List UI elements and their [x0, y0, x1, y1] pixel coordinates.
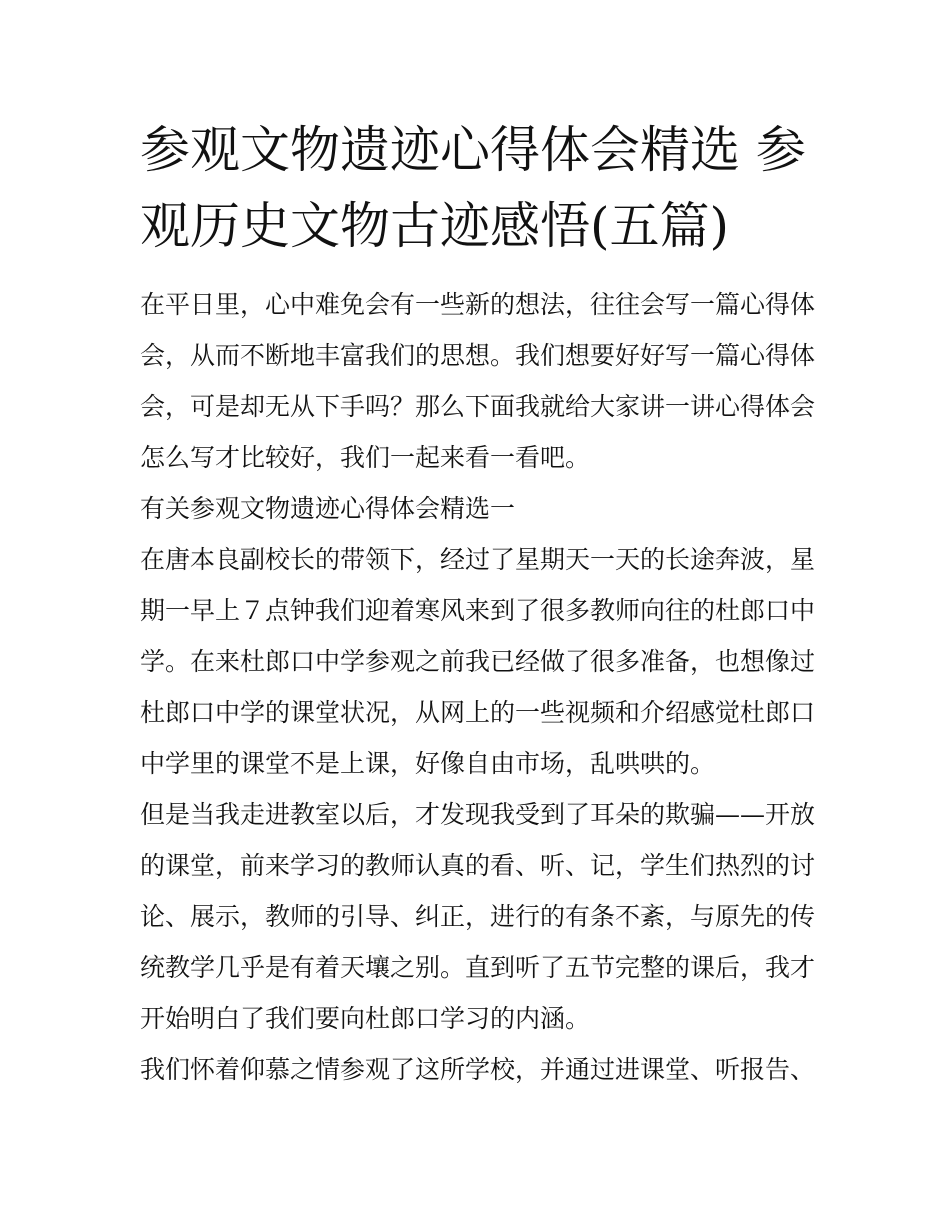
title-line: 观历史文物古迹感悟(五篇) — [140, 197, 730, 255]
paragraph-line: 杜郎口中学的课堂状况，从网上的一些视频和介绍感觉杜郎口 — [140, 698, 816, 727]
paragraph-line: 在唐本良副校长的带领下，经过了星期天一天的长途奔波，星 — [140, 545, 816, 574]
paragraph-line: 中学里的课堂不是上课，好像自由市场，乱哄哄的。 — [140, 749, 716, 778]
paragraph-line: 开始明白了我们要向杜郎口学习的内涵。 — [140, 1004, 591, 1033]
paragraph-line: 怎么写才比较好，我们一起来看一看吧。 — [140, 443, 591, 472]
title-line: 参观文物遗迹心得体会精选 参 — [140, 121, 806, 179]
paragraph-line: 会，可是却无从下手吗？那么下面我就给大家讲一讲心得体会 — [140, 392, 816, 421]
paragraph-line: 论、展示，教师的引导、纠正，进行的有条不紊，与原先的传 — [140, 902, 816, 931]
paragraph-line: 但是当我走进教室以后，才发现我受到了耳朵的欺骗——开放 — [140, 800, 816, 829]
paragraph-line: 学。在来杜郎口中学参观之前我已经做了很多准备，也想像过 — [140, 647, 816, 676]
paragraph-line: 在平日里，心中难免会有一些新的想法，往往会写一篇心得体 — [140, 290, 816, 319]
paragraph-line: 统教学几乎是有着天壤之别。直到听了五节完整的课后，我才 — [140, 953, 816, 982]
section-heading: 有关参观文物遗迹心得体会精选一 — [140, 494, 516, 523]
paragraph-line: 会，从而不断地丰富我们的思想。我们想要好好写一篇心得体 — [140, 341, 816, 370]
paragraph-line: 的课堂，前来学习的教师认真的看、听、记，学生们热烈的讨 — [140, 851, 816, 880]
paragraph-line: 我们怀着仰慕之情参观了这所学校，并通过进课堂、听报告、 — [140, 1055, 816, 1084]
page-title — [140, 112, 820, 264]
document-body — [140, 279, 820, 1095]
paragraph-line: 期一早上７点钟我们迎着寒风来到了很多教师向往的杜郎口中 — [140, 596, 816, 625]
